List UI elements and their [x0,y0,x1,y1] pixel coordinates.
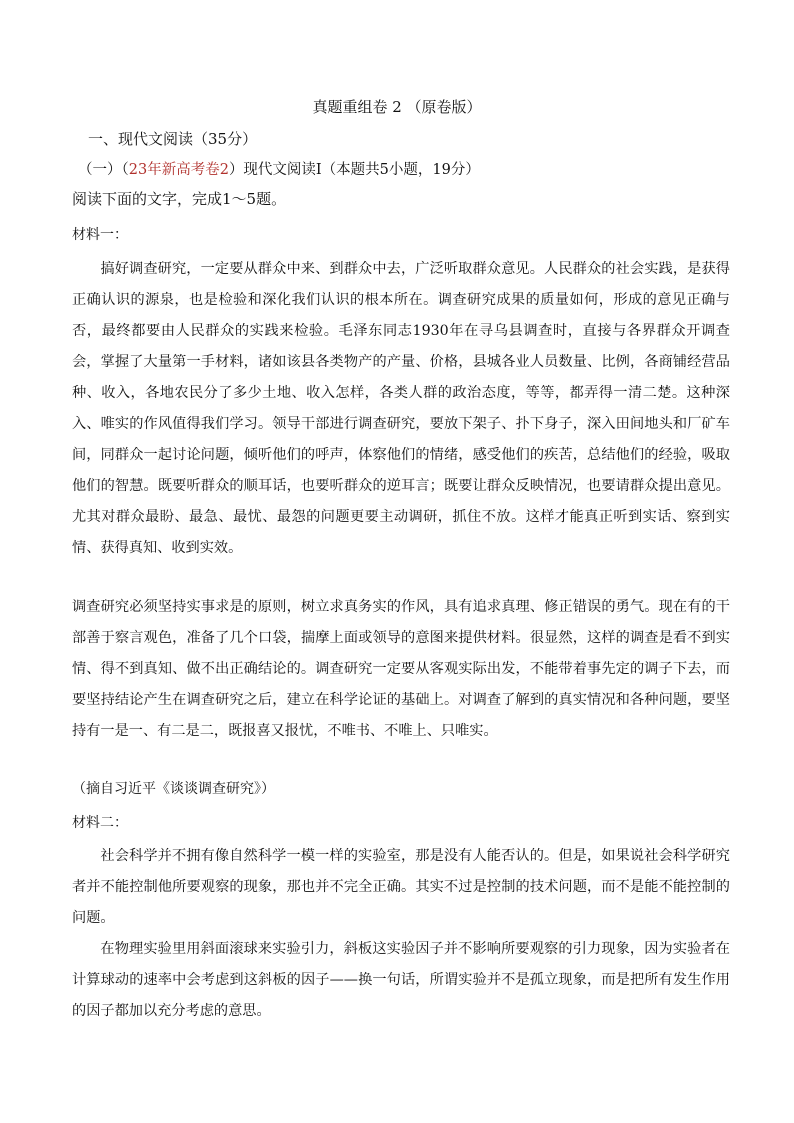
material-one-paragraph-2: 调查研究必须坚持实事求是的原则，树立求真务实的作风，具有追求真理、修正错误的勇气。现在有的干部善于察言观色，准备了几个口袋，揣摩上面或领导的意图来提供材料。很显然，这样的调查是看不到实情、得不到真知、做不出正确结论的。调查研究一定要从客观实际出发，不能带着事先定的调子下去，而要坚持结论产生在调查研究之后，建立在科学论证的基础上。对调查了解到的真实情况和各种问题，要坚持有一是一、有二是二，既报喜又报忧，不唯书、不唯上、只唯实。 [72,599,730,739]
exam-title: 真题重组卷 2 （原卷版） [312,98,482,116]
subsection-heading [78,158,480,179]
subsection-source: 23年新高考卷2 [128,162,229,178]
material-one-source: （摘自习近平《谈谈调查研究》） [72,781,275,797]
material-two-paragraph-1: 社会科学并不拥有像自然科学一模一样的实验室，那是没有人能否认的。但是，如果说社会科学研究者并不能控制他所要观察的现象，那也并不完全正确。其实不过是控制的技术问题，而不是能不能控制的问题。 [72,848,730,926]
subsection-prefix: （一）（ [78,162,129,178]
material-one-label: 材料一： [72,227,128,243]
section-heading: 一、现代文阅读（35分） [88,130,258,148]
reading-instruction: 阅读下面的文字，完成1～5题。 [72,190,287,208]
material-two-paragraph-2: 在物理实验里用斜面滚球来实验引力，斜板这实验因子并不影响所要观察的引力现象，因为实验者在计算球动的速率中会考虑到这斜板的因子——换一句话，所谓实验并不是孤立现象，而是把所有发生作用的因子都加以充分考虑的意思。 [72,941,730,1019]
material-two-label: 材料二： [72,815,128,831]
subsection-suffix: ）现代文阅读Ⅰ（本题共5小题，19分） [228,162,480,178]
material-one-paragraph-1: 搞好调查研究，一定要从群众中来、到群众中去，广泛听取群众意见。人民群众的社会实践，是获得正确认识的源泉，也是检验和深化我们认识的根本所在。调查研究成果的质量如何，形成的意见正确与否，最终都要由人民群众的实践来检验。毛泽东同志1930年在寻乌县调查时，直接与各界群众开调查会，掌握了大量第一手材料，诸如该县各类物产的产量、价格，县城各业人员数量、比例，各商铺经营品种、收入，各地农民分了多少土地、收入怎样，各类人群的政治态度，等等，都弄得一清二楚。这种深入、唯实的作风值得我们学习。领导干部进行调查研究，要放下架子、扑下身子，深入田间地头和厂矿车间，同群众一起讨论问题，倾听他们的呼声，体察他们的情绪，感受他们的疾苦，总结他们的经验，吸取他们的智慧。既要听群众的顺耳话，也要听群众的逆耳言；既要让群众反映情况，也要请群众提出意见。尤其对群众最盼、最急、最忧、最怨的问题更要主动调研，抓住不放。这样才能真正听到实话、察到实情、获得真知、收到实效。 [72,261,730,556]
